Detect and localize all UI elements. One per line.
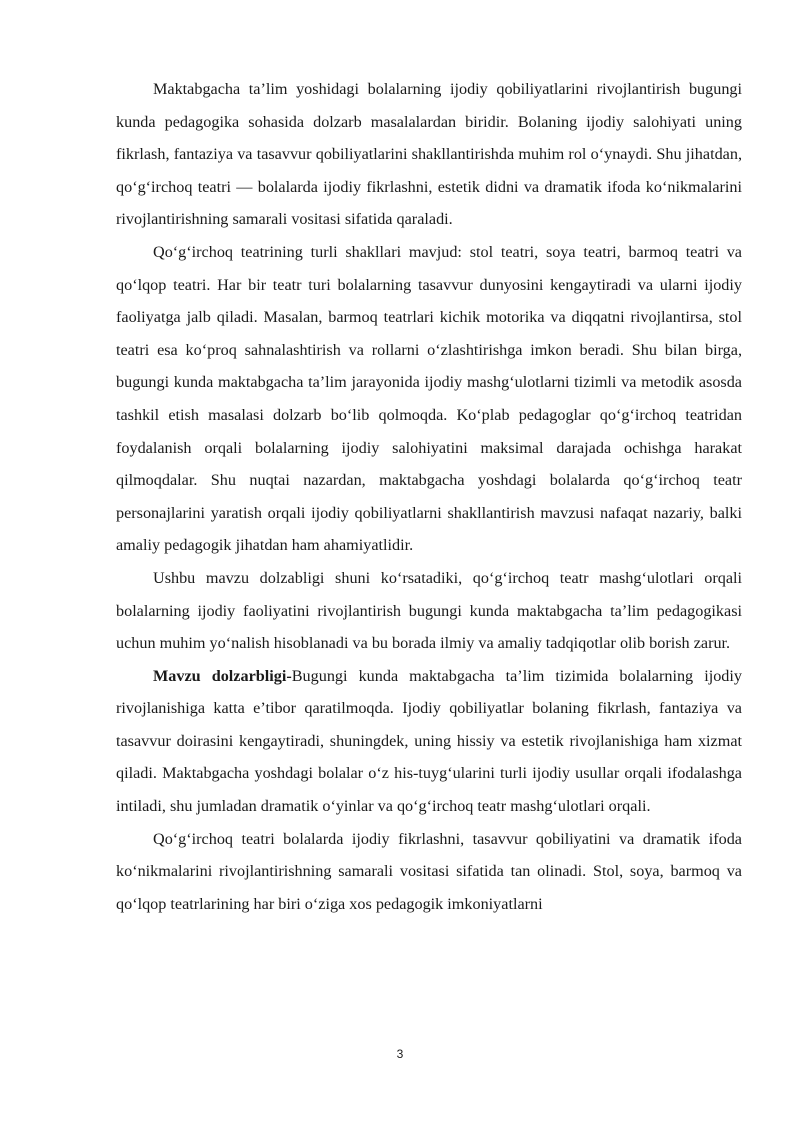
document-body [116, 73, 742, 920]
paragraph-theatre-forms-text: Qo‘g‘irchoq teatrining turli shakllari mavjud: stol teatri, soya teatri, barmoq teatri va qo‘lqop teatri. Har bir teatr turi bolalarning tasavvur dunyosini kengaytiradi va ularni ijodiy faoliyatga jalb qiladi. Masalan, barmoq teatrlari kichik motorika va diqqatni rivojlantirsa, stol teatri esa ko‘proq sahnalashtirish va rollarni o‘zlashtirishga imkon beradi. Shu bilan birga, bugungi kunda maktabgacha ta’lim jarayonida ijodiy mashg‘ulotlarni tizimli va metodik asosda tashkil etish masalasi dolzarb bo‘lib qolmoqda. Ko‘plab pedagoglar qo‘g‘irchoq teatridan foydalanish orqali bolalarning ijodiy salohiyatini maksimal darajada ochishga harakat qilmoqdalar. Shu nuqtai nazardan, maktabgacha yoshdagi bolalarda qo‘g‘irchoq teatr personajlarini yaratish orqali ijodiy qobiliyatlarni shakllantirish mavzusi nafaqat nazariy, balki amaliy pedagogik jihatdan ham ahamiyatlidir. [116, 242, 742, 555]
paragraph-puppet-theatre-text: Qo‘g‘irchoq teatri bolalarda ijodiy fikrlashni, tasavvur qobiliyatini va dramatik ifoda ko‘nikmalarini rivojlantirishning samarali vositasi sifatida tan olinadi. Stol, soya, barmoq va qo‘lqop teatrlarining har biri o‘ziga xos pedagogik imkoniyatlarni [116, 829, 742, 913]
paragraph-relevance-summary [116, 562, 742, 660]
paragraph-theatre-forms [116, 236, 742, 562]
paragraph-topic-relevance-text: Bugungi kunda maktabgacha ta’lim tizimida bolalarning ijodiy rivojlanishiga katta e’tibor qaratilmoqda. Ijodiy qobiliyatlar bolaning fikrlash, fantaziya va tasavvur doirasini kengaytiradi, shuningdek, uning hissiy va estetik rivojlanishiga ham xizmat qiladi. Maktabgacha yoshdagi bolalar o‘z his-tuyg‘ularini turli ijodiy usullar orqali ifodalashga intiladi, shu jumladan dramatik o‘yinlar va qo‘g‘irchoq teatr mashg‘ulotlari orqali. [116, 666, 742, 816]
paragraph-intro-text: Maktabgacha ta’lim yoshidagi bolalarning ijodiy qobiliyatlarini rivojlantirish bugungi kunda pedagogika sohasida dolzarb masalalardan biridir. Bolaning ijodiy salohiyati uning fikrlash, fantaziya va tasavvur qobiliyatlarini shakllantirishda muhim rol o‘ynaydi. Shu jihatdan, qo‘g‘irchoq teatri — bolalarda ijodiy fikrlashni, estetik didni va dramatik ifoda ko‘nikmalarini rivojlantirishning samarali vositasi sifatida qaraladi. [116, 80, 742, 229]
paragraph-relevance-summary-text: Ushbu mavzu dolzabligi shuni ko‘rsatadiki, qo‘g‘irchoq teatr mashg‘ulotlari orqali bolalarning ijodiy faoliyatini rivojlantirish bugungi kunda maktabgacha ta’lim pedagogikasi uchun muhim yo‘nalish hisoblanadi va bu borada ilmiy va amaliy tadqiqotlar olib borish zarur. [116, 568, 742, 653]
paragraph-topic-relevance [116, 660, 742, 823]
paragraph-puppet-theatre [116, 823, 742, 921]
paragraph-intro [116, 73, 742, 236]
topic-relevance-heading: Mavzu dolzarbligi- [153, 666, 292, 685]
page-number: 3 [396, 1047, 404, 1061]
